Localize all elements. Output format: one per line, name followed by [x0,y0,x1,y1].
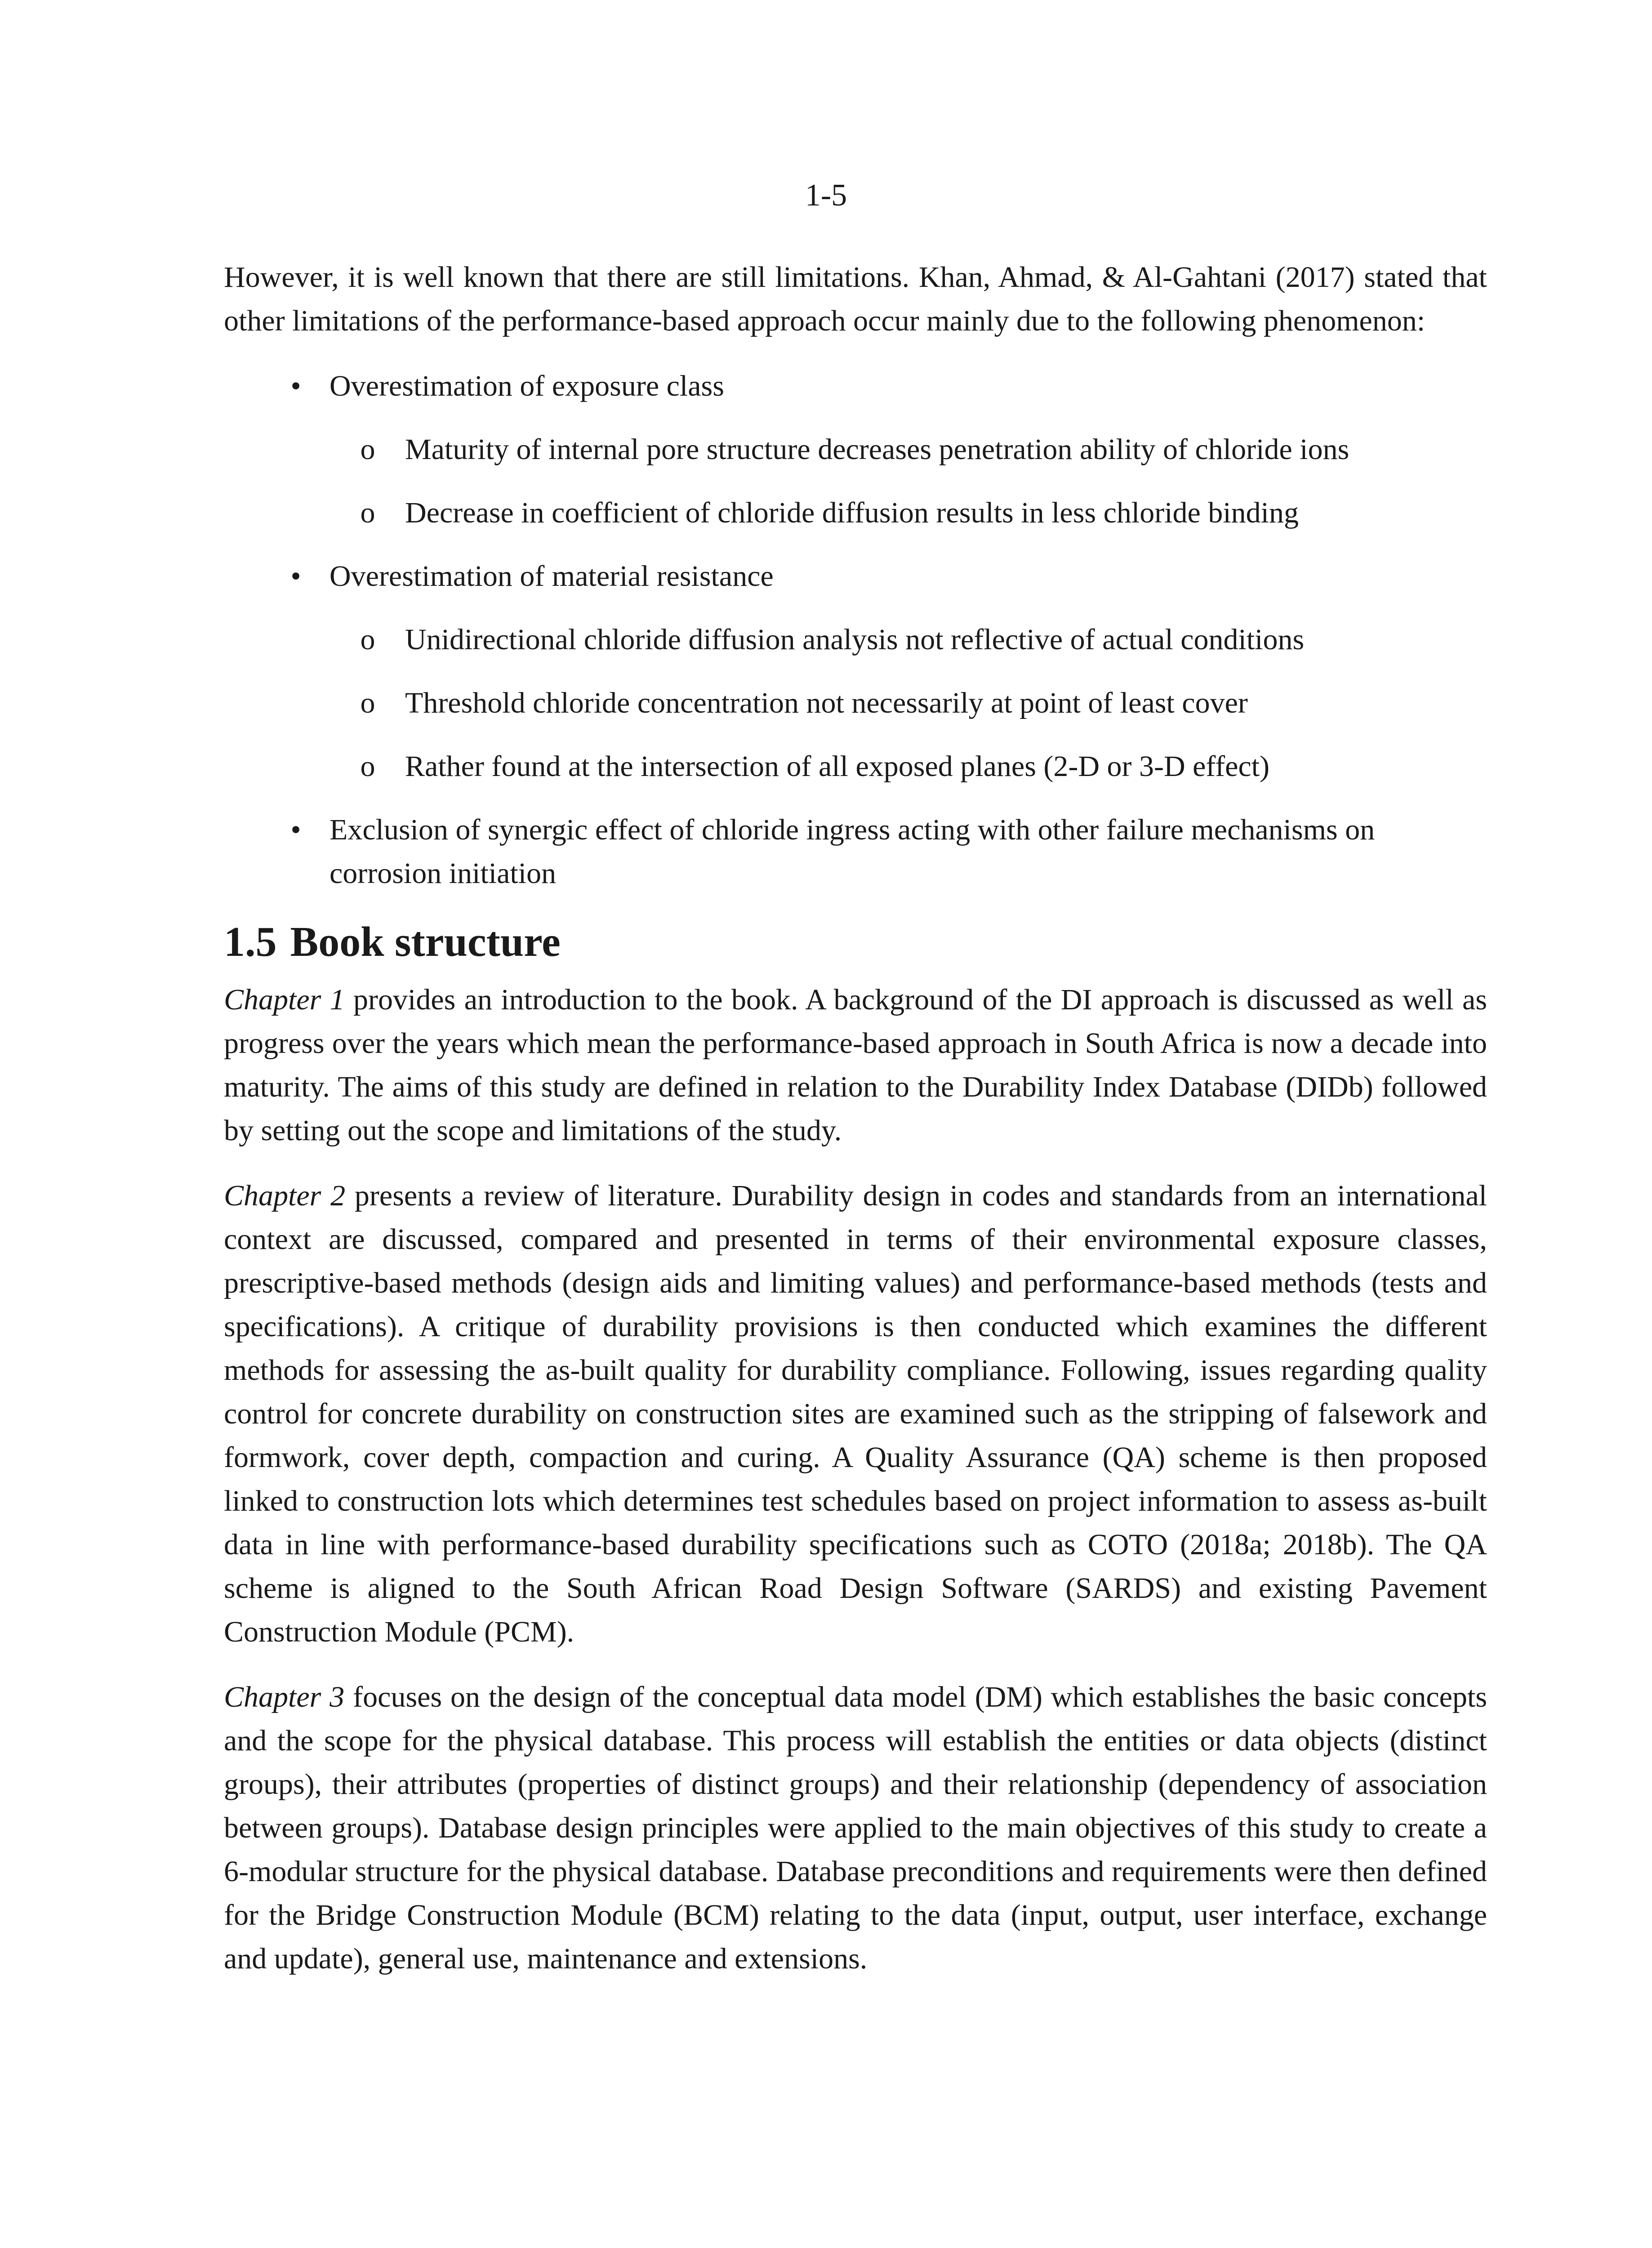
sub-list-item [330,618,1487,661]
chapter-reference: Chapter 3 [224,1681,345,1713]
sub-list [330,618,1487,788]
section-number: 1.5 [224,919,277,965]
page-number: 1-5 [805,178,847,213]
sub-list-item-text: Maturity of internal pore structure decreases penetration ability of chloride ions [405,433,1349,466]
list-item [224,364,1487,535]
bullet-icon: • [290,813,301,846]
sub-list-item-text: Decrease in coefficient of chloride diffusion results in less chloride binding [405,496,1299,529]
sub-list-item-text: Threshold chloride concentration not necessarily at point of least cover [405,687,1248,719]
chapter-3-paragraph [224,1675,1487,1980]
chapter-reference: Chapter 1 [224,983,345,1016]
sub-list-item-text: Unidirectional chloride diffusion analysis not reflective of actual conditions [405,623,1305,656]
list-item-text: Overestimation of material resistance [330,560,774,593]
sub-list-item [330,745,1487,788]
list-item-text: Exclusion of synergic effect of chloride ingress acting with other failure mechanisms on corrosion initiation [330,813,1375,890]
section-title: Book structure [290,919,561,965]
list-item-text: Overestimation of exposure class [330,370,724,402]
bullet-icon: • [290,560,301,593]
chapter-1-paragraph [224,978,1487,1152]
chapter-2-paragraph [224,1174,1487,1654]
bullet-icon: • [290,370,301,402]
sub-list-item [330,681,1487,725]
chapter-description: provides an introduction to the book. A background of the DI approach is discussed as well as progress over the years which mean the performance-based approach in South Africa is now a decade into maturity. The aims of this study are defined in relation to the Durability Index Database (DIDb) followed by setting out the scope and limitations of the study. [224,983,1487,1147]
sub-bullet-icon: o [360,687,375,719]
sub-bullet-icon: o [360,623,375,656]
sub-list-item [330,491,1487,535]
section-heading [224,915,1487,969]
chapter-description: presents a review of literature. Durability design in codes and standards from an international context are discussed, compared and presented in terms of their environmental exposure classes, prescriptive-based methods (design aids and limiting values) and performance-based methods (tests and specifications). A critique of durability provisions is then conducted which examines the different methods for assessing the as-built quality for durability compliance. Following, issues regarding quality control for concrete durability on construction sites are examined such as the stripping of falsework and formwork, cover depth, compaction and curing. A Quality Assurance (QA) scheme is then proposed linked to construction lots which determines test schedules based on project information to assess as-built data in line with performance-based durability specifications such as COTO (2018a; 2018b). The QA scheme is aligned to the South African Road Design Software (SARDS) and existing Pavement Construction Module (PCM). [224,1179,1487,1648]
sub-list-item-text: Rather found at the intersection of all exposed planes (2-D or 3-D effect) [405,750,1270,783]
sub-list [330,428,1487,535]
limitations-list [224,364,1487,895]
sub-bullet-icon: o [360,433,375,466]
sub-list-item [330,428,1487,471]
sub-bullet-icon: o [360,750,375,783]
page-body [224,255,1487,2002]
sub-bullet-icon: o [360,496,375,529]
chapter-description: focuses on the design of the conceptual data model (DM) which establishes the basic concepts and the scope for the physical database. This process will establish the entities or data objects (distinct groups), their attributes (properties of distinct groups) and their relationship (dependency of association between groups). Database design principles were applied to the main objectives of this study to create a 6-modular structure for the physical database. Database preconditions and requirements were then defined for the Bridge Construction Module (BCM) relating to the data (input, output, user interface, exchange and update), general use, maintenance and extensions. [224,1681,1487,1975]
list-item [224,808,1487,895]
list-item [224,554,1487,788]
intro-paragraph: However, it is well known that there are still limitations. Khan, Ahmad, & Al-Gahtani (2017) stated that other limitations of the performance-based approach occur mainly due to the following phenomenon: [224,261,1487,337]
chapter-reference: Chapter 2 [224,1179,346,1212]
